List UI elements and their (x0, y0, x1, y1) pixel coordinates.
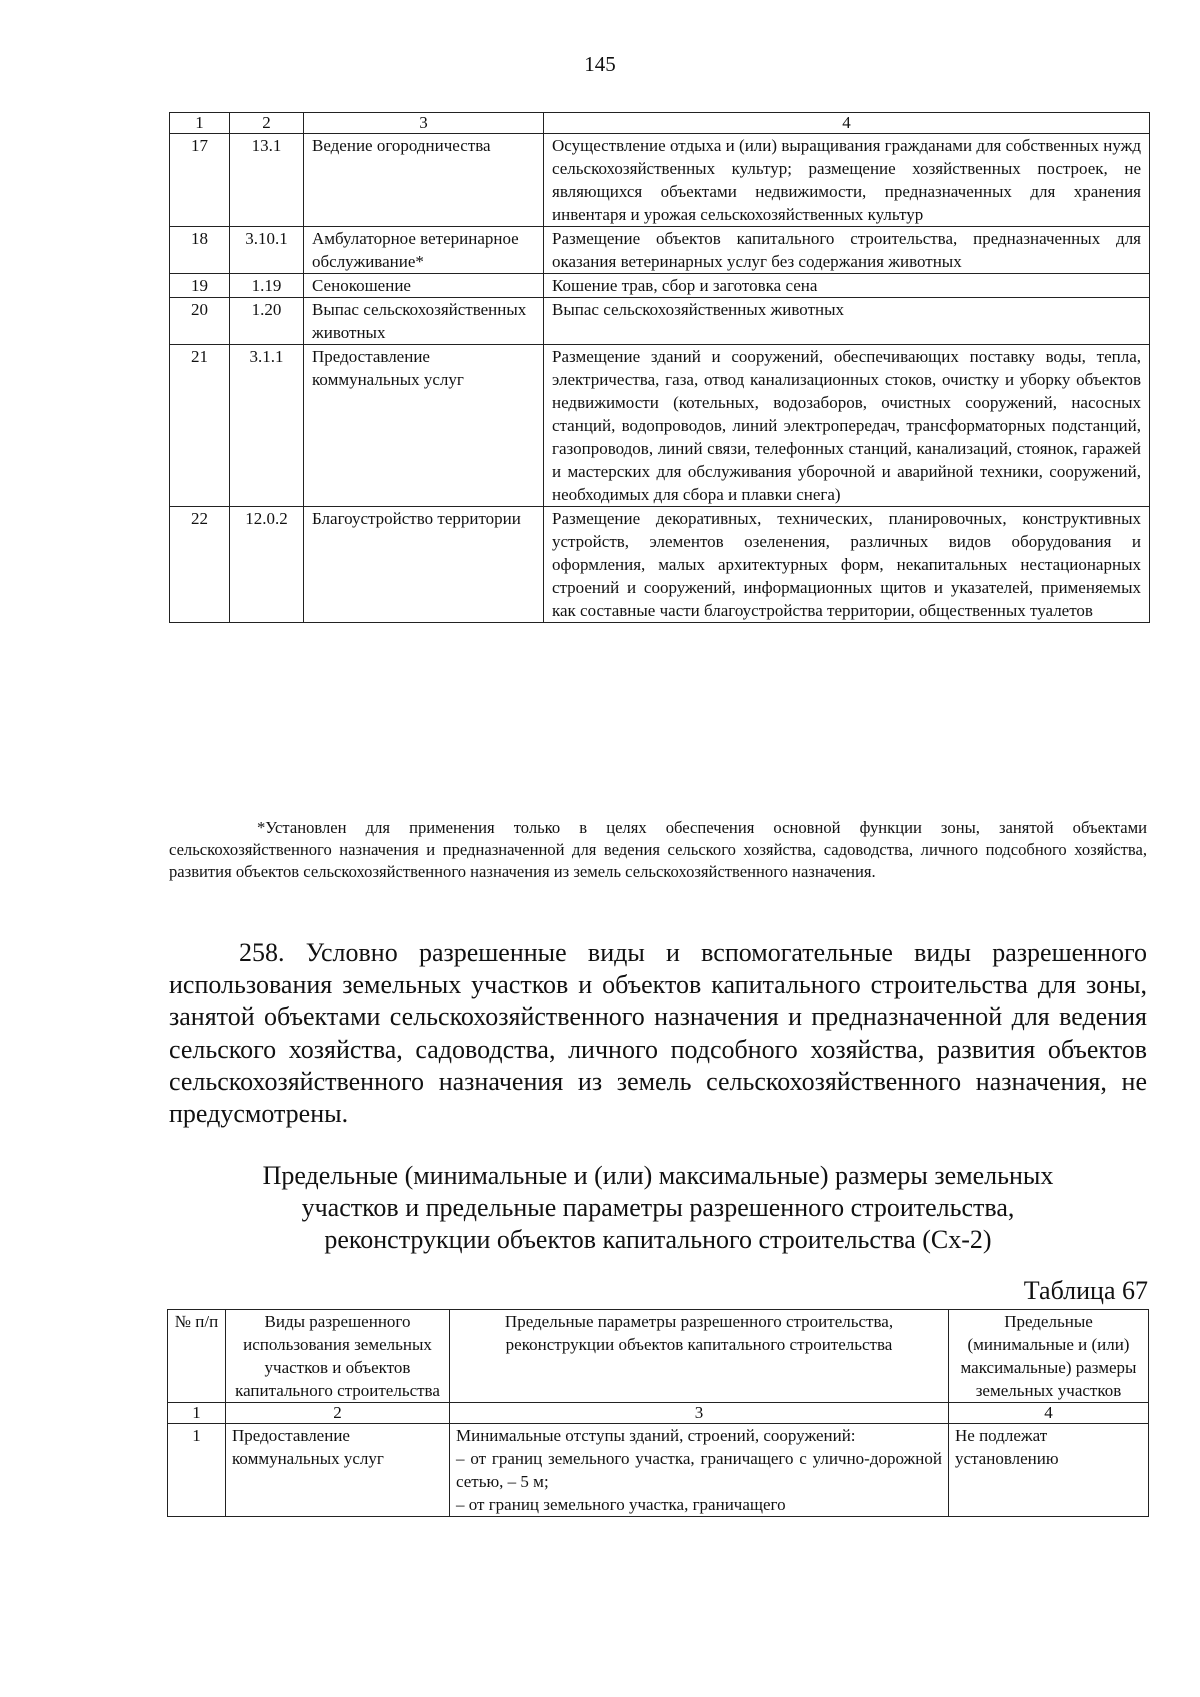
parameter-line: – от границ земельного участка, граничащего (456, 1495, 786, 1514)
row-number: 1 (168, 1424, 226, 1517)
use-name: Благоустройство территории (304, 507, 544, 623)
section-heading-line: реконструкции объектов капитального строительства (Сх-2) (324, 1225, 992, 1254)
header-plot-sizes: Предельные (минимальные и (или) максимальные) размеры земельных участков (949, 1310, 1149, 1403)
table-row (170, 298, 1150, 345)
header-use-types: Виды разрешенного использования земельных участков и объектов капитального строительства (226, 1310, 450, 1403)
use-code: 1.20 (230, 298, 304, 345)
page-number: 145 (584, 52, 616, 76)
use-code: 13.1 (230, 134, 304, 227)
table-header-row (168, 1310, 1149, 1403)
header-cell: 4 (544, 113, 1150, 134)
use-type: Предоставление коммунальных услуг (226, 1424, 450, 1517)
use-description: Выпас сельскохозяйственных животных (544, 298, 1150, 345)
column-number: 2 (226, 1403, 450, 1424)
table-67 (167, 1309, 1149, 1517)
column-number: 4 (949, 1403, 1149, 1424)
table-row (170, 274, 1150, 298)
use-code: 3.1.1 (230, 345, 304, 507)
header-number: № п/п (168, 1310, 226, 1403)
use-code: 3.10.1 (230, 227, 304, 274)
header-cell: 1 (170, 113, 230, 134)
table-row (170, 507, 1150, 623)
row-number: 20 (170, 298, 230, 345)
use-name: Ведение огородничества (304, 134, 544, 227)
table-row (170, 134, 1150, 227)
column-number: 3 (450, 1403, 949, 1424)
use-description: Кошение трав, сбор и заготовка сена (544, 274, 1150, 298)
row-number: 19 (170, 274, 230, 298)
header-cell: 2 (230, 113, 304, 134)
use-name: Предоставление коммунальных услуг (304, 345, 544, 507)
section-heading (169, 1160, 1147, 1256)
parameter-line: Минимальные отступы зданий, строений, сооружений: (456, 1426, 856, 1445)
row-number: 22 (170, 507, 230, 623)
parameters (450, 1424, 949, 1517)
paragraph-258: 258. Условно разрешенные виды и вспомогательные виды разрешенного использования земельных участков и объектов капитального строительства для зоны, занятой объектами сельскохозяйственного назначения и предназначенной для ведения сельского хозяйства, садоводства, личного подсобного хозяйства, развития объектов сельскохозяйственного назначения из земель сельскохозяйственного назначения, не предусмотрены. (169, 938, 1147, 1129)
use-description: Размещение зданий и сооружений, обеспечивающих поставку воды, тепла, электричества, газа, отвод канализационных стоков, очистку и уборку объектов недвижимости (котельных, водозаборов, очистных сооружений, насосных станций, водопроводов, линий электропередач, трансформаторных подстанций, газопроводов, линий связи, телефонных станций, канализаций, стоянок, гаражей и мастерских для обслуживания уборочной и аварийной техники, сооружений, необходимых для сбора и плавки снега) (544, 345, 1150, 507)
use-description: Осуществление отдыха и (или) выращивания гражданами для собственных нужд сельскохозяйственных культур; размещение хозяйственных построек, не являющихся объектами недвижимости, предназначенных для хранения инвентаря и урожая сельскохозяйственных культур (544, 134, 1150, 227)
use-description: Размещение объектов капитального строительства, предназначенных для оказания ветеринарных услуг без содержания животных (544, 227, 1150, 274)
use-code: 12.0.2 (230, 507, 304, 623)
row-number: 17 (170, 134, 230, 227)
use-name: Выпас сельскохозяйственных животных (304, 298, 544, 345)
column-number-row (168, 1403, 1149, 1424)
use-description: Размещение декоративных, технических, планировочных, конструктивных устройств, элементов озеленения, различных видов оборудования и оформления, малых архитектурных форм, некапитальных нестационарных строений и сооружений, информационных щитов и указателей, применяемых как составные части благоустройства территории, общественных туалетов (544, 507, 1150, 623)
table-row (170, 227, 1150, 274)
table-row (168, 1424, 1149, 1517)
section-heading-line: участков и предельные параметры разрешенного строительства, (301, 1193, 1015, 1222)
land-use-table (169, 112, 1150, 623)
use-name: Амбулаторное ветеринарное обслуживание* (304, 227, 544, 274)
row-number: 18 (170, 227, 230, 274)
row-number: 21 (170, 345, 230, 507)
section-heading-line: Предельные (минимальные и (или) максимальные) размеры земельных (262, 1161, 1054, 1190)
table-header-row (170, 113, 1150, 134)
table-row (170, 345, 1150, 507)
plot-sizes: Не подлежат установлению (949, 1424, 1149, 1517)
footnote: *Установлен для применения только в целях обеспечения основной функции зоны, занятой объектами сельскохозяйственного назначения и предназначенной для ведения сельского хозяйства, садоводства, личного подсобного хозяйства, развития объектов сельскохозяйственного назначения из земель сельскохозяйственного назначения. (169, 818, 1147, 881)
parameter-line: – от границ земельного участка, граничащего с улично-дорожной сетью, – 5 м; (456, 1449, 942, 1491)
use-code: 1.19 (230, 274, 304, 298)
use-name: Сенокошение (304, 274, 544, 298)
table-caption: Таблица 67 (1023, 1276, 1148, 1305)
column-number: 1 (168, 1403, 226, 1424)
header-cell: 3 (304, 113, 544, 134)
header-parameters: Предельные параметры разрешенного строительства, реконструкции объектов капитального строительства (450, 1310, 949, 1403)
